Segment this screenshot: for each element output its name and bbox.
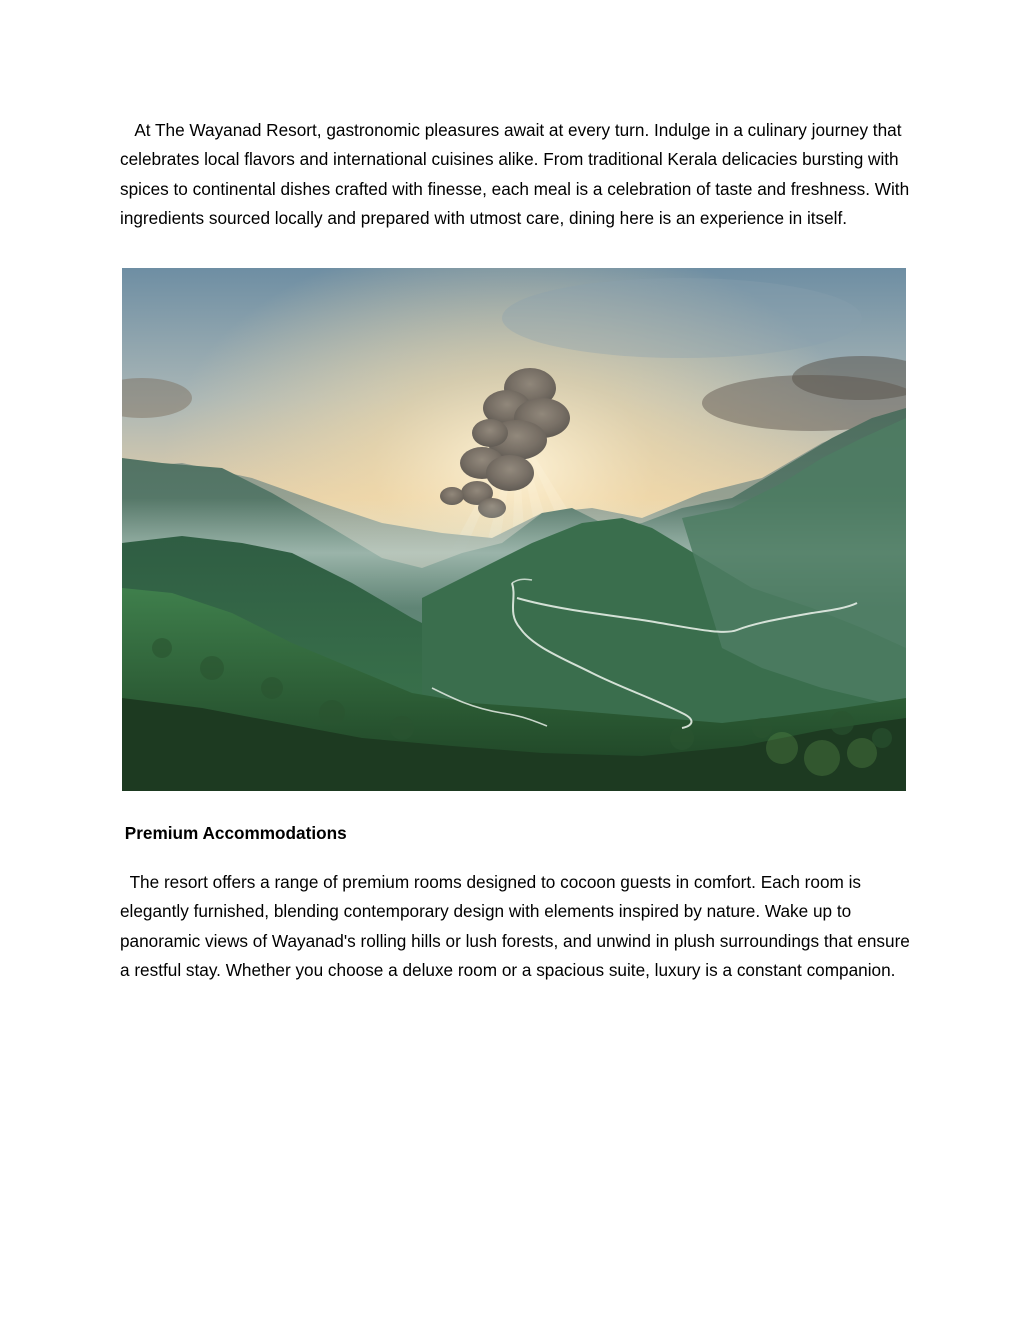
accommodations-heading: Premium Accommodations bbox=[120, 823, 347, 843]
dining-paragraph: At The Wayanad Resort, gastronomic pleasures await at every turn. Indulge in a culinary journey that celebrates local flavors and international cuisines alike. From traditional Kerala delicacies bursting with spices to continental dishes crafted with finesse, each meal is a celebration of taste and freshness. With ingredients sourced locally and prepared with utmost care, dining here is an experience in itself. bbox=[120, 120, 914, 228]
accommodations-paragraph: The resort offers a range of premium rooms designed to cocoon guests in comfort. Each room is elegantly furnished, blending contemporary design with elements inspired by nature. Wake up to panoramic views of Wayanad's rolling hills or lush forests, and unwind in plush surroundings that ensure a restful stay. Whether you choose a deluxe room or a spacious suite, luxury is a constant companion. bbox=[120, 872, 915, 980]
mountain-valley-illustration bbox=[122, 268, 906, 791]
mountain-valley-photo bbox=[122, 268, 906, 791]
